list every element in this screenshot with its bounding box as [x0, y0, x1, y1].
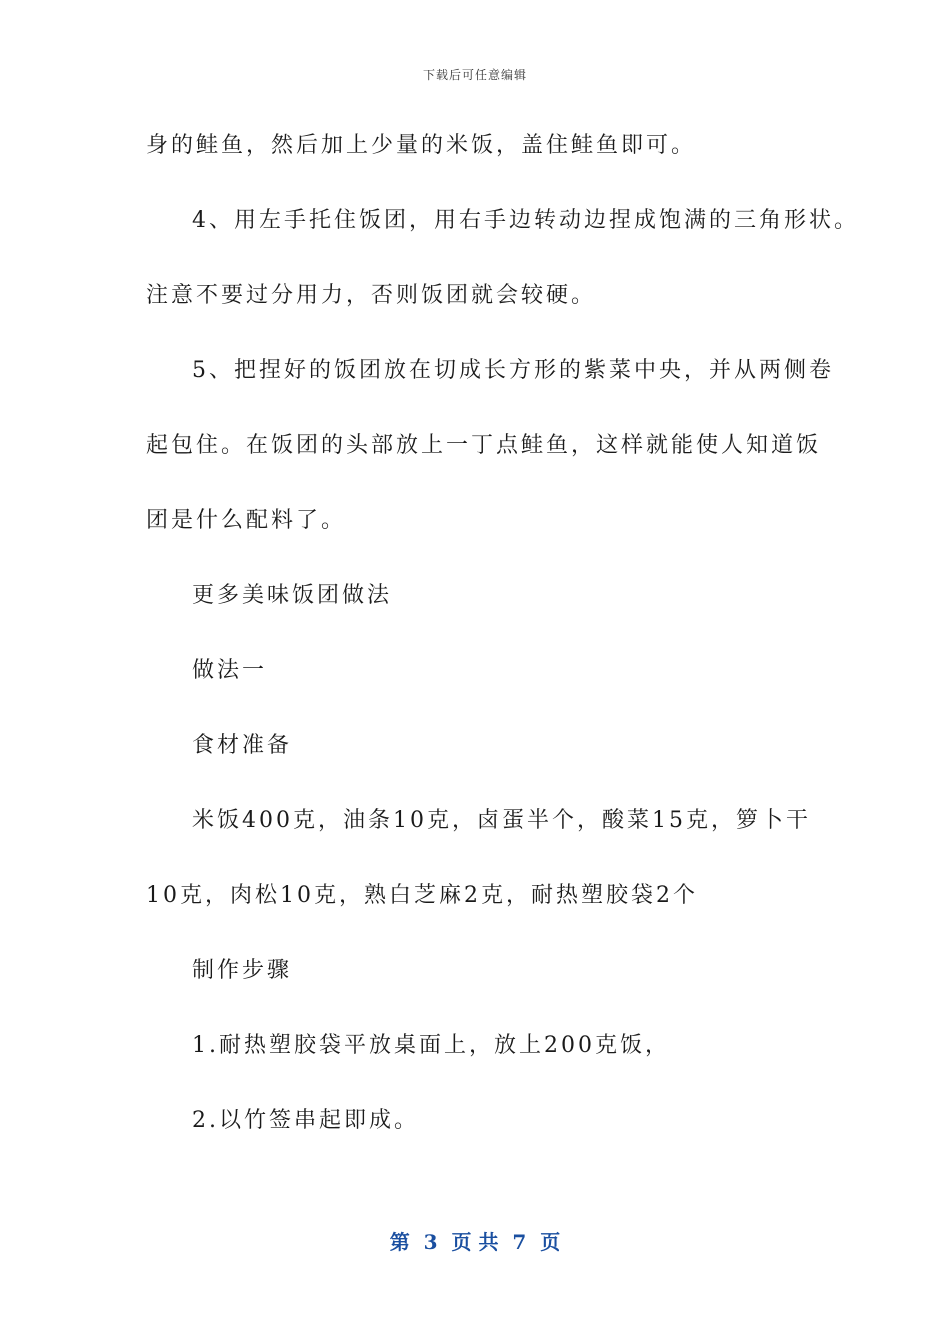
- step-1: 1.耐热塑胶袋平放桌面上，放上200克饭，: [192, 1033, 670, 1058]
- page-number-footer: 第 3 页 共 7 页: [389, 1230, 561, 1254]
- section-heading-steps: 制作步骤: [192, 958, 293, 983]
- section-heading-more-recipes: 更多美味饭团做法: [192, 583, 393, 608]
- paragraph-line-4: 5、把捏好的饭团放在切成长方形的紫菜中央，并从两侧卷: [192, 358, 834, 383]
- section-heading-method-one: 做法一: [192, 658, 268, 683]
- paragraph-line-2: 4、用左手托住饭团，用右手边转动边捏成饱满的三角形状。: [192, 208, 859, 233]
- paragraph-line-3: 注意不要过分用力，否则饭团就会较硬。: [146, 283, 597, 308]
- header-note: 下载后可任意编辑: [422, 68, 527, 82]
- step-2: 2.以竹签串起即成。: [192, 1108, 419, 1133]
- document-body: [146, 125, 859, 1175]
- section-heading-ingredients: 食材准备: [192, 733, 293, 758]
- ingredients-line-2: 10克，肉松10克，熟白芝麻2克，耐热塑胶袋2个: [146, 883, 698, 908]
- paragraph-line-5: 起包住。在饭团的头部放上一丁点鲑鱼，这样就能使人知道饭: [146, 433, 822, 458]
- paragraph-line-1: 身的鲑鱼，然后加上少量的米饭，盖住鲑鱼即可。: [146, 133, 697, 158]
- paragraph-line-6: 团是什么配料了。: [146, 508, 347, 533]
- ingredients-line-1: 米饭400克，油条10克，卤蛋半个，酸菜15克，箩卜干: [192, 808, 811, 833]
